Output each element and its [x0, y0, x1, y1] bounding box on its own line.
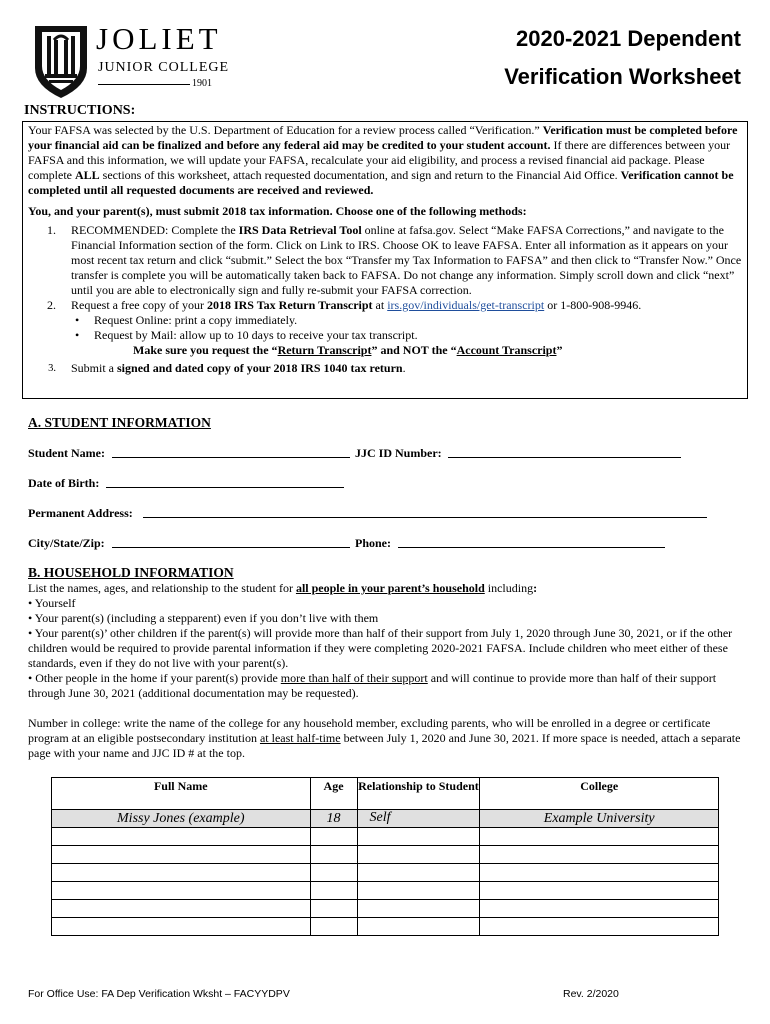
- relationship-cell[interactable]: [357, 882, 480, 900]
- intro-emphasis: all people in your parent’s household: [295, 581, 485, 595]
- item-text: online at fafsa.gov. Select “Make FAFSA Corrections,” and navigate to the Financial Information section of the form. Click on Link to IRS. Choose OK to leave FAFSA. Enter all information as it appears on your most recent tax return and click “submit.” Select the box “Transfer my Tax Information to FAFSA” and then click to “Transfer Now.” Once transfer is complete you will be automatically taken back to FAFSA. Do not change any information. Simply scroll down and click “next” until you are able to electronically sign and fully re-submit your FAFSA correction.: [71, 223, 742, 297]
- page-title: [420, 24, 741, 92]
- age-cell[interactable]: [310, 828, 357, 846]
- table-row[interactable]: [52, 864, 719, 882]
- item-text: Submit a: [71, 361, 118, 375]
- bullet-icon: •: [28, 671, 36, 685]
- college-cell[interactable]: [480, 918, 719, 936]
- household-bullet: [28, 626, 744, 671]
- college-cell[interactable]: [480, 900, 719, 918]
- household-bullet: [28, 671, 744, 701]
- item-bold: signed and dated copy of your 2018 IRS 1040 tax return: [117, 361, 403, 375]
- bullet-text: Your parent(s) (including a stepparent) even if you don’t live with them: [34, 611, 379, 625]
- list-number: 3.: [48, 363, 56, 374]
- age-cell[interactable]: [310, 846, 357, 864]
- household-table: [51, 777, 719, 936]
- col-header-full-name: Full Name: [52, 778, 311, 810]
- example-relationship-cell: Self: [357, 810, 480, 828]
- item-bold: IRS Data Retrieval Tool: [238, 223, 362, 237]
- col-header-relationship: Relationship to Student: [357, 778, 480, 810]
- footer-office-use: For Office Use: FA Dep Verification Wksht – FACYYDPV: [28, 988, 290, 1000]
- intro-text: List the names, ages, and relationship to the student for: [28, 581, 296, 595]
- age-cell[interactable]: [310, 918, 357, 936]
- note-text: between July 1, 2020 and June 30, 2021. If more space is needed, attach a separate page with your name and JJC ID # at the top.: [28, 731, 741, 760]
- dob-label: Date of Birth:: [28, 476, 100, 490]
- table-row[interactable]: [52, 900, 719, 918]
- col-header-age: Age: [310, 778, 357, 810]
- bullet-underline: more than half of their support: [280, 671, 428, 685]
- relationship-cell[interactable]: [357, 864, 480, 882]
- logo-year: 1901: [192, 78, 212, 89]
- note-text: ”: [556, 343, 563, 357]
- college-cell[interactable]: [480, 882, 719, 900]
- bullet-text: Your parent(s)’ other children if the parent(s) will provide more than half of their support from July 1, 2020 through June 30, 2021, or if the other children would be required to provide parental information if they were completing 2020-2021 FAFSA. Include children who meet either of these standards, even if they do not live with your parent(s).: [28, 626, 733, 670]
- student-name-field[interactable]: [112, 457, 350, 458]
- student-name-label: Student Name:: [28, 446, 105, 460]
- college-logo: [32, 22, 232, 100]
- number-in-college-note: [28, 716, 744, 761]
- intro-text: including: [484, 581, 534, 595]
- bullet-text: Other people in the home if your parent(s) provide: [35, 671, 281, 685]
- note-underline: Return Transcript: [277, 343, 372, 357]
- relationship-cell[interactable]: [357, 846, 480, 864]
- household-bullet: [28, 596, 744, 611]
- name-cell[interactable]: [52, 864, 311, 882]
- item-text: .: [402, 361, 406, 375]
- student-info-heading: A. STUDENT INFORMATION: [28, 415, 211, 430]
- age-cell[interactable]: [310, 864, 357, 882]
- table-row-example: [52, 810, 719, 828]
- example-age-cell: 18: [310, 810, 357, 828]
- item-text: at: [372, 298, 388, 312]
- instructions-heading: INSTRUCTIONS:: [24, 103, 136, 118]
- instructions-text: [28, 123, 744, 376]
- table-row[interactable]: [52, 918, 719, 936]
- relationship-cell[interactable]: [357, 828, 480, 846]
- bullet-text: Request Online: print a copy immediately.: [94, 313, 298, 327]
- title-line-1: 2020-2021 Dependent: [516, 26, 741, 51]
- bullet-text: Yourself: [34, 596, 76, 610]
- age-cell[interactable]: [310, 882, 357, 900]
- household-intro: [28, 581, 744, 596]
- bullet-icon: •: [28, 596, 35, 610]
- name-cell[interactable]: [52, 882, 311, 900]
- logo-subname: JUNIOR COLLEGE: [98, 60, 230, 75]
- note-underline: at least half-time: [259, 731, 341, 745]
- item-bold: 2018 IRS Tax Return Transcript: [206, 298, 373, 312]
- irs-transcript-link[interactable]: irs.gov/individuals/get-transcript: [387, 298, 545, 312]
- instructions-paragraph: [28, 123, 744, 198]
- bullet-icon: •: [75, 328, 80, 342]
- method-item-3: [28, 361, 744, 376]
- item-text: or 1-800-908-9946.: [544, 298, 642, 312]
- example-name-cell: Missy Jones (example): [52, 810, 311, 828]
- address-field[interactable]: [143, 517, 707, 518]
- note-text: Make sure you request the “: [133, 343, 278, 357]
- name-cell[interactable]: [52, 846, 311, 864]
- example-college-cell: Example University: [480, 810, 719, 828]
- method-item-1: [28, 223, 744, 298]
- method-item-2: [28, 298, 744, 313]
- city-label: City/State/Zip:: [28, 536, 105, 550]
- jjc-id-field[interactable]: [448, 457, 681, 458]
- relationship-cell[interactable]: [357, 900, 480, 918]
- bullet-text: Request by Mail: allow up to 10 days to receive your tax transcript.: [94, 328, 418, 342]
- table-row[interactable]: [52, 828, 719, 846]
- instructions-text-run: If there are differences between your FAFSA and this information, we will update your FAFSA, recalculate your aid eligibility, and process a revised financial aid package. Please complete: [28, 138, 731, 182]
- note-underline: Account Transcript: [456, 343, 557, 357]
- name-cell[interactable]: [52, 828, 311, 846]
- list-number: 2.: [47, 298, 56, 312]
- shield-logo-icon: [32, 22, 90, 100]
- logo-college-name: JOLIET: [96, 21, 222, 56]
- note-text: ” and NOT the “: [371, 343, 457, 357]
- phone-field[interactable]: [398, 547, 665, 548]
- dob-field[interactable]: [106, 487, 344, 488]
- instructions-bold-run: ALL: [74, 168, 100, 182]
- logo-rule: [98, 84, 198, 85]
- college-cell[interactable]: [480, 846, 719, 864]
- intro-colon: :: [533, 581, 538, 595]
- bullet-mail: [28, 328, 744, 343]
- instructions-text-run: Your FAFSA was selected by the U.S. Department of Education for a review process called “Verification.”: [28, 123, 543, 137]
- bullet-icon: •: [75, 313, 80, 327]
- address-label: Permanent Address:: [28, 506, 133, 520]
- list-number: 1.: [47, 223, 56, 237]
- bullet-text: and will continue to provide more than half of their support through June 30, 2021 (additional documentation may be requested).: [28, 671, 717, 700]
- jjc-id-label: JJC ID Number:: [355, 446, 442, 460]
- instructions-text-run: sections of this worksheet, attach requested documentation, and sign and return to the Financial Aid Office.: [99, 168, 621, 182]
- title-line-2: Verification Worksheet: [504, 64, 741, 89]
- item-text: RECOMMENDED: Complete the: [71, 223, 239, 237]
- household-instructions: [28, 581, 744, 761]
- name-cell[interactable]: [52, 918, 311, 936]
- note-text: Number in college: write the name of the college for any household member, excluding parents, who will be enrolled in a degree or certificate program at an eligible postsecondary institution: [28, 716, 711, 745]
- table-row[interactable]: [52, 846, 719, 864]
- relationship-cell[interactable]: [357, 918, 480, 936]
- college-cell[interactable]: [480, 864, 719, 882]
- phone-label: Phone:: [355, 536, 391, 550]
- bullet-online: [28, 313, 744, 328]
- city-field[interactable]: [112, 547, 350, 548]
- table-row[interactable]: [52, 882, 719, 900]
- table-header-row: [52, 778, 719, 810]
- household-heading: B. HOUSEHOLD INFORMATION: [28, 565, 234, 580]
- footer-revision: Rev. 2/2020: [563, 988, 619, 1000]
- transcript-note: [28, 343, 744, 358]
- bullet-icon: •: [28, 626, 35, 640]
- age-cell[interactable]: [310, 900, 357, 918]
- item-text: Request a free copy of your: [71, 298, 207, 312]
- household-bullet: [28, 611, 744, 626]
- instructions-bold-run: Verification must be completed before your financial aid can be finalized and before any federal aid may be credited to your student account.: [28, 123, 738, 152]
- col-header-college: College: [480, 778, 719, 810]
- college-cell[interactable]: [480, 828, 719, 846]
- tax-methods-heading: You, and your parent(s), must submit 2018 tax information. Choose one of the following methods:: [28, 204, 527, 218]
- instructions-bold-run: Verification cannot be completed until all requested documents are received and reviewed.: [28, 168, 734, 197]
- name-cell[interactable]: [52, 900, 311, 918]
- bullet-icon: •: [28, 611, 35, 625]
